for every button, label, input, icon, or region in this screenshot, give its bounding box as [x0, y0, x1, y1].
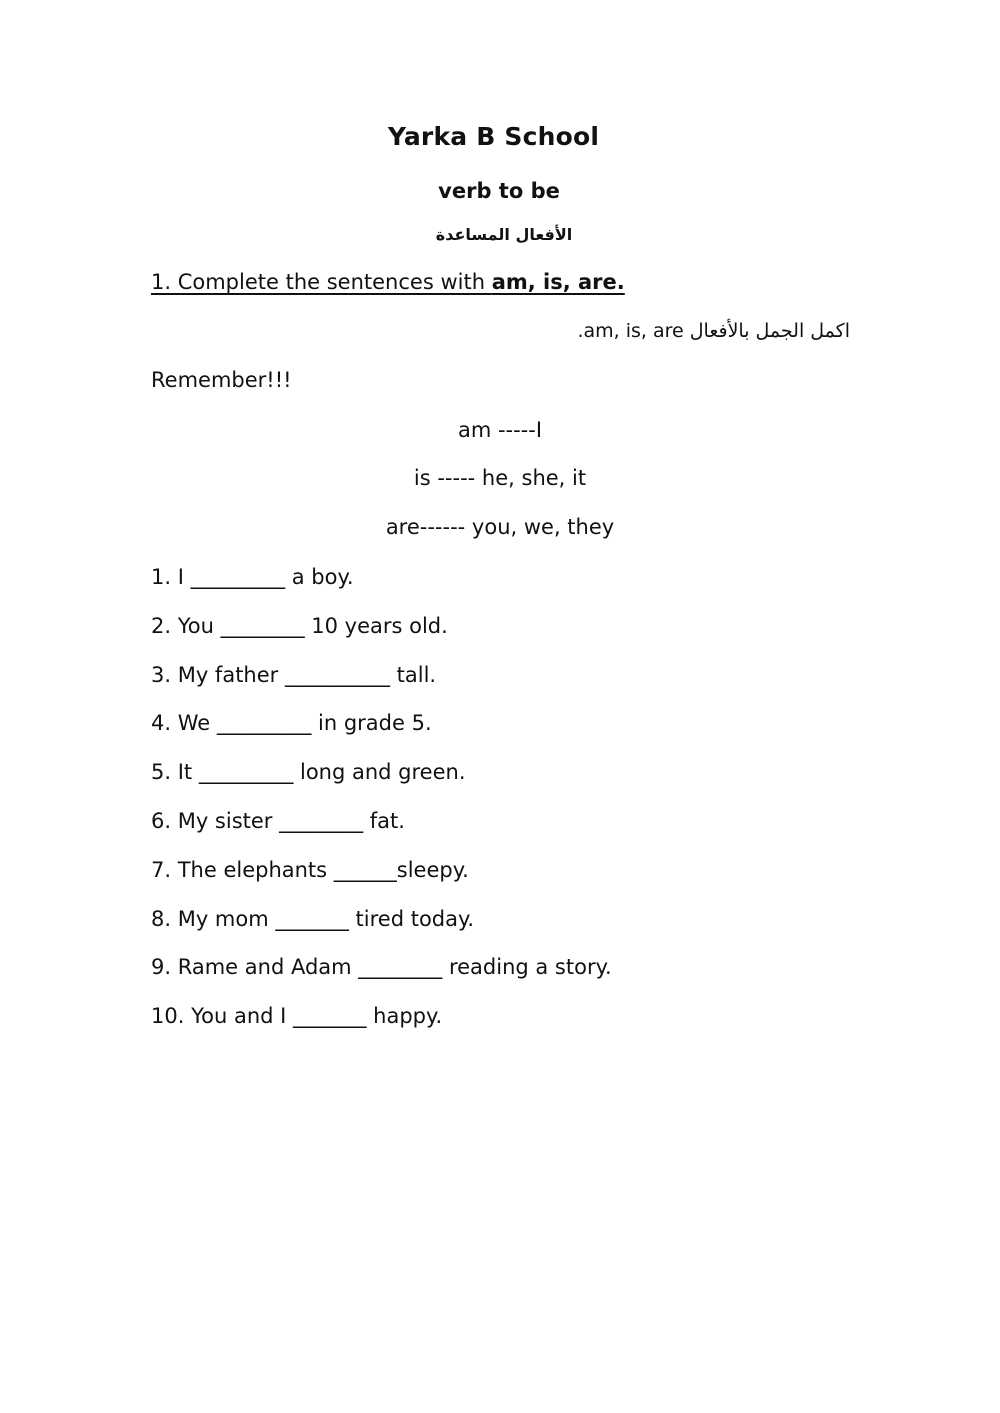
exercise-item: 6. My sister ________ fat. [151, 808, 405, 833]
remember-label: Remember!!! [151, 368, 292, 392]
exercise-item: 3. My father __________ tall. [151, 662, 437, 687]
page-title: Yarka B School [387, 122, 600, 151]
exercise-list [151, 563, 612, 1051]
exercise-item: 5. It _________ long and green. [151, 760, 466, 785]
instruction-heading [151, 270, 625, 294]
rule-are: are------ you, we, they [385, 515, 615, 539]
page-subtitle: verb to be [438, 179, 560, 203]
exercise-item: 8. My mom _______ tired today. [151, 906, 475, 931]
exercise-item: 2. You ________ 10 years old. [151, 613, 448, 638]
exercise-item: 7. The elephants ______sleepy. [151, 857, 469, 882]
instruction-prefix: 1. Complete the sentences with [151, 270, 492, 294]
rule-am: am -----I [457, 418, 543, 442]
exercise-item: 10. You and I _______ happy. [151, 1004, 443, 1029]
rule-is: is ----- he, she, it [413, 466, 587, 490]
instruction-arabic-text: اكمل الجمل بالأفعال [689, 320, 850, 342]
instruction-keywords: am, is, are. [491, 270, 625, 294]
instruction-arabic-suffix: .am, is, are [577, 320, 684, 342]
instruction-arabic [577, 320, 850, 342]
exercise-item: 9. Rame and Adam ________ reading a story. [151, 955, 612, 980]
exercise-item: 1. I _________ a boy. [151, 565, 354, 589]
exercise-item: 4. We _________ in grade 5. [151, 711, 432, 736]
page-subtitle-arabic: الأفعال المساعدة [435, 225, 573, 244]
